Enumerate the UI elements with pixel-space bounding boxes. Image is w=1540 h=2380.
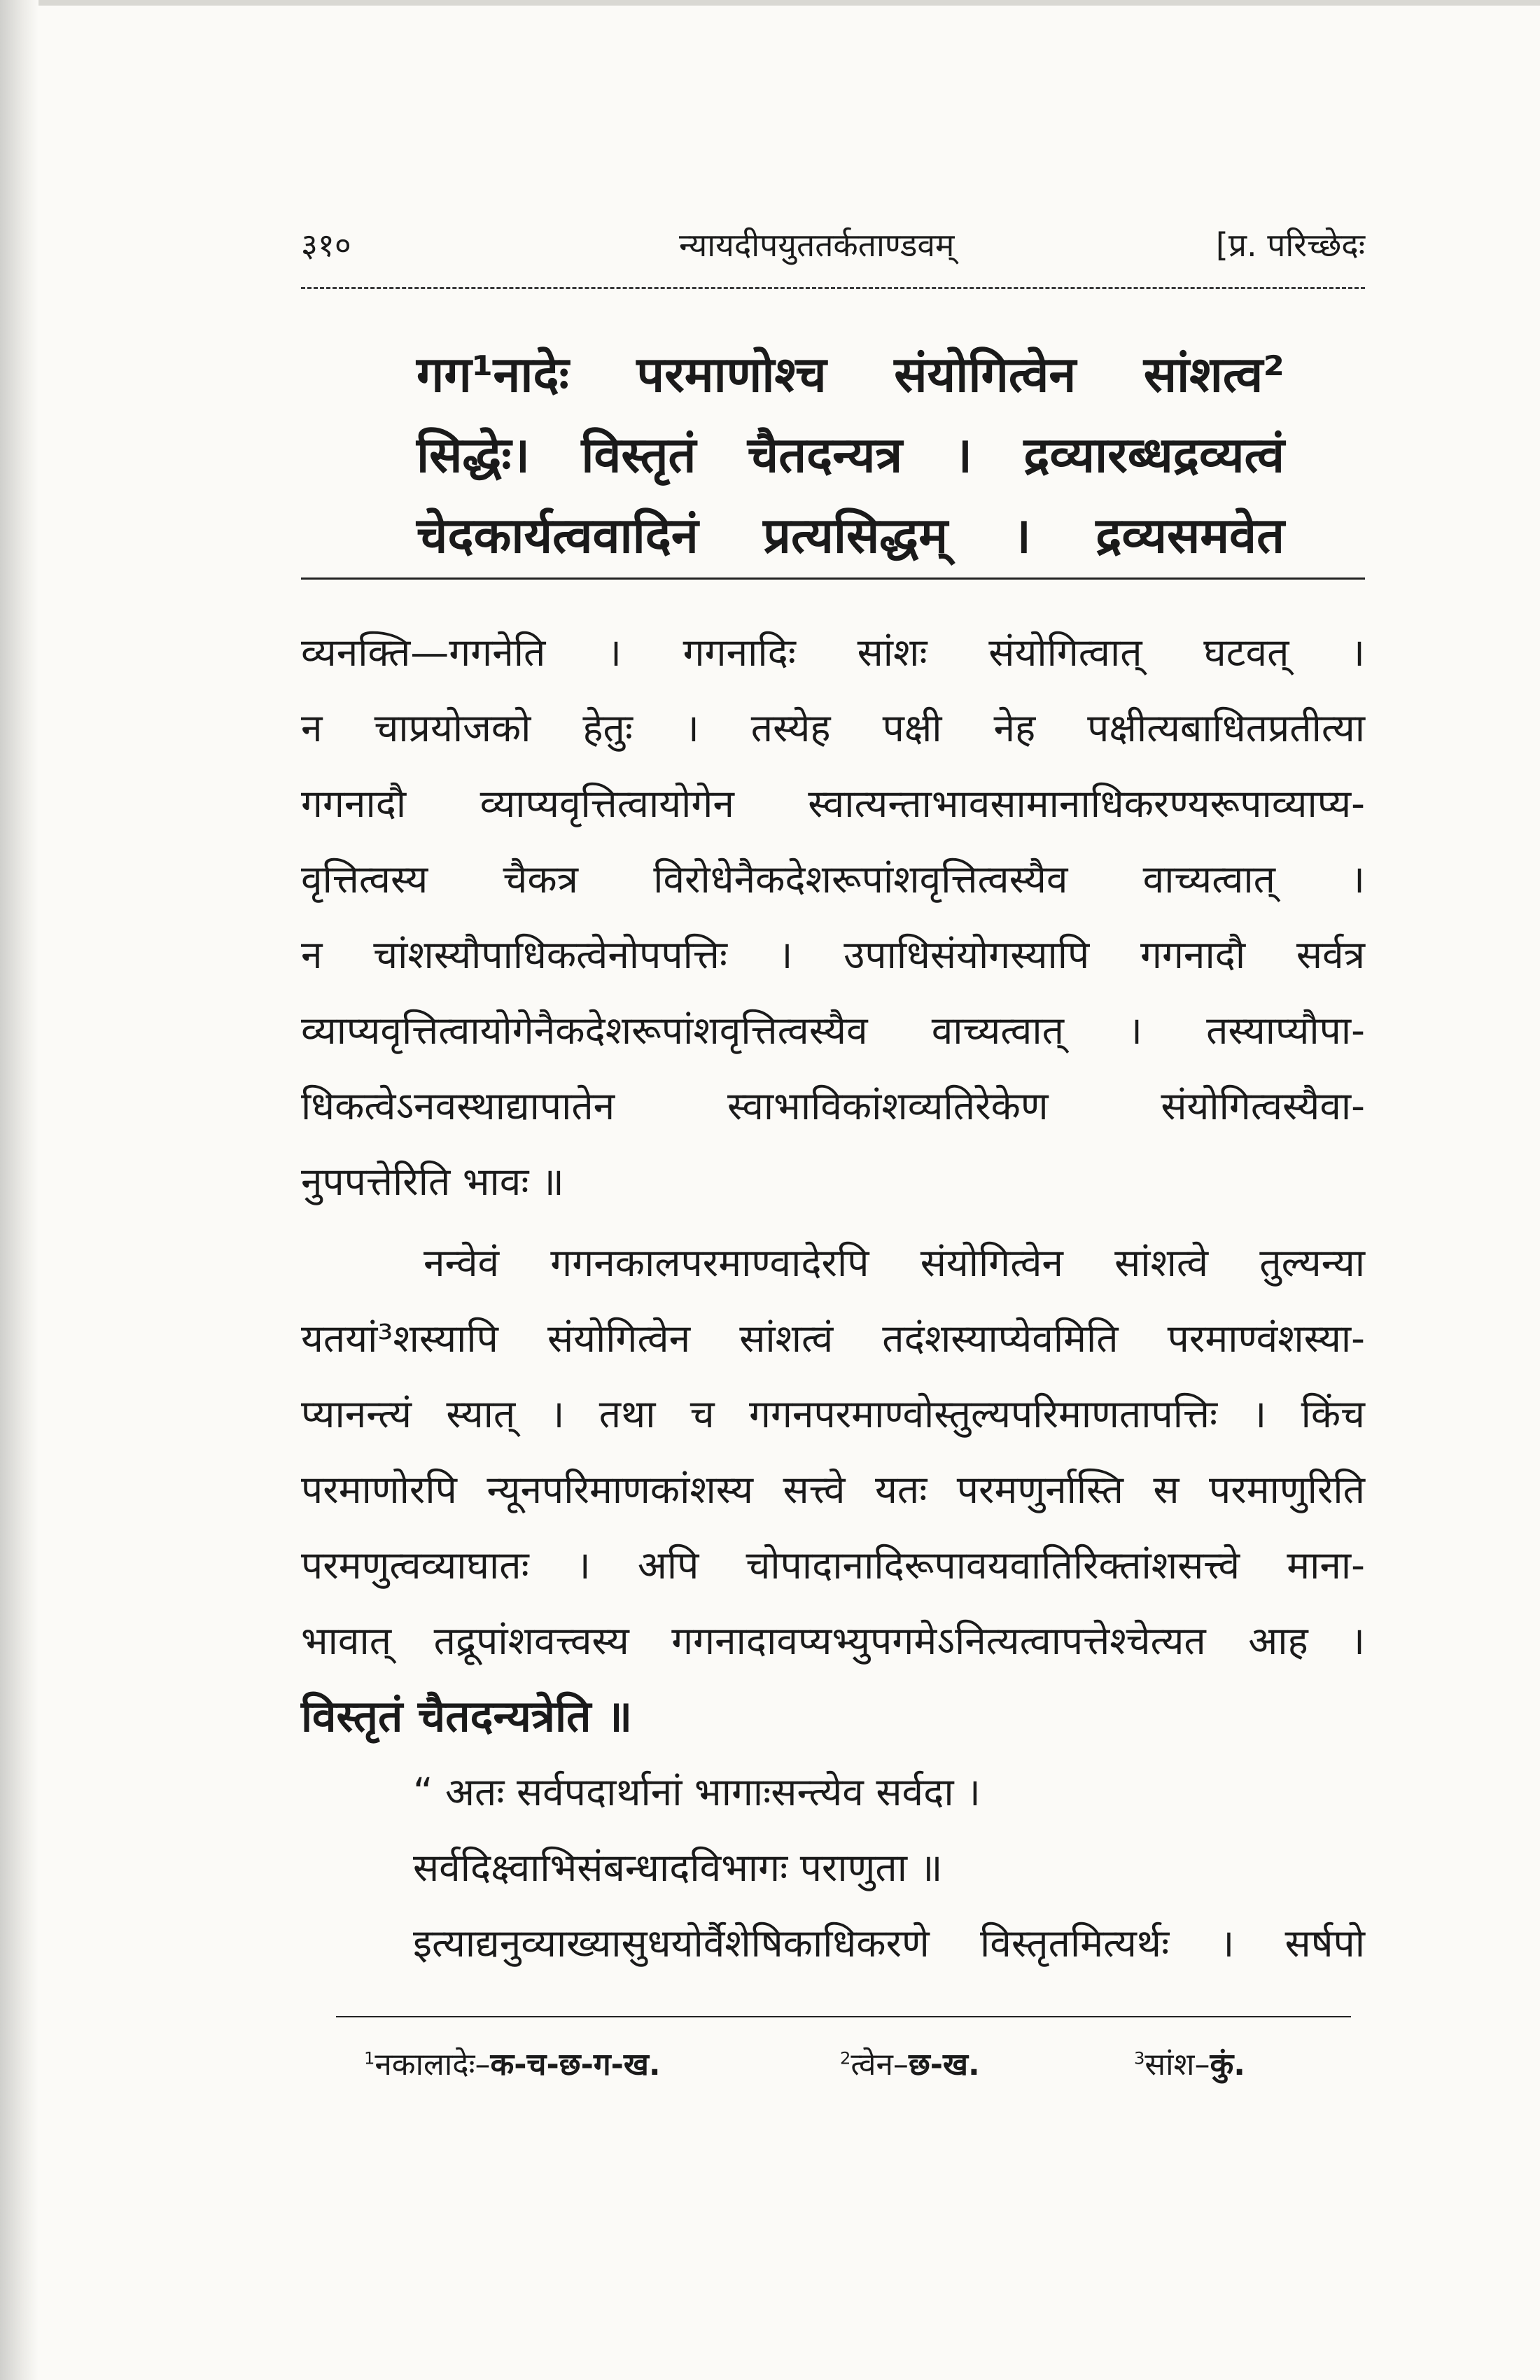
commentary-line: प्यानन्त्यं स्यात् । तथा च गगनपरमाण्वोस्तुल्यपरिमाणतापत्तिः । किंच — [301, 1392, 1365, 1436]
footnote-marker: 2 — [840, 2048, 851, 2068]
footnote-sources: छ-ख. — [908, 2047, 980, 2082]
footnote — [1134, 2037, 1245, 2093]
commentary-line: वृत्तित्वस्य चैकत्र विरोधेनैकदेशरूपांशवृत्तित्वस्यैव वाच्यत्वात् । — [301, 857, 1365, 902]
running-header — [301, 217, 1365, 273]
section-title: [प्र. परिच्छेदः — [1215, 226, 1365, 264]
commentary-text — [301, 615, 1365, 1981]
scan-top-edge — [0, 0, 1540, 6]
footnote-marker: 3 — [1134, 2048, 1145, 2068]
footnote — [840, 2037, 980, 2093]
commentary-line: धिकत्वेऽनवस्थाद्यापातेन स्वाभाविकांशव्यतिरेकेण संयोगित्वस्यैवा- — [301, 1084, 1365, 1128]
book-title: न्यायदीपयुततर्कताण्डवम् — [679, 226, 955, 264]
footnotes — [364, 2037, 1358, 2093]
header-rule — [301, 287, 1365, 289]
footnote — [364, 2037, 661, 2093]
mula-line: गग¹नादेः परमाणोश्च संयोगित्वेन सांशत्व² — [416, 346, 1284, 403]
commentary-line: न चांशस्यौपाधिकत्वेनोपपत्तिः । उपाधिसंयोगस्यापि गगनादौ सर्वत्र — [301, 932, 1365, 977]
mula-line: सिद्धेः। विस्तृतं चैतदन्यत्र । द्रव्यारब्धद्रव्यत्वं — [416, 426, 1284, 484]
commentary-line: गगनादौ व्याप्यवृत्तित्वायोगेन स्वात्यन्ताभावसामानाधिकरण्यरूपाव्याप्य- — [301, 781, 1365, 826]
footnote-rule — [336, 2016, 1351, 2017]
lemma-heading: विस्तृतं चैतदन्यत्रेति ॥ — [301, 1690, 633, 1742]
commentary-line: नन्वेवं गगनकालपरमाण्वादेरपि संयोगित्वेन सांशत्वे तुल्यन्या — [424, 1240, 1365, 1285]
mula-line: चेदकार्यत्ववादिनं प्रत्यसिद्धम् । द्रव्यसमवेत — [416, 507, 1284, 564]
footnote-sources: क-च-छ-ग-ख. — [490, 2047, 661, 2082]
commentary-line: परमणुत्वव्याघातः । अपि चोपादानादिरूपावयवातिरिक्तांशसत्त्वे माना- — [301, 1543, 1365, 1588]
footnote-reading: त्वेन– — [850, 2047, 909, 2082]
commentary-line: भावात् तद्रूपांशवत्त्वस्य गगनादावप्यभ्युपगमेऽनित्यत्वापत्तेश्चेत्यत आह । — [301, 1618, 1365, 1663]
footnote-marker: 1 — [364, 2048, 375, 2068]
text-divider-rule — [301, 578, 1365, 580]
commentary-line: यतयां³शस्यापि संयोगित्वेन सांशत्वं तदंशस्याप्येवमिति परमाण्वंशस्या- — [301, 1316, 1365, 1361]
commentary-line: नुपपत्तेरिति भावः ॥ — [301, 1159, 564, 1204]
mula-text — [416, 335, 1284, 576]
footnote-reading: सांश– — [1144, 2047, 1210, 2082]
quoted-verse-line: “ अतः सर्वपदार्थानां भागाःसन्त्येव सर्वदा । — [413, 1770, 981, 1814]
footnote-sources: कुं. — [1210, 2047, 1245, 2082]
commentary-line: व्यनक्ति—गगनेति । गगनादिः सांशः संयोगित्वात् घटवत् । — [301, 630, 1365, 675]
footnote-reading: नकालादेः– — [374, 2047, 491, 2082]
commentary-line: न चाप्रयोजको हेतुः । तस्येह पक्षी नेह पक्षीत्यबाधितप्रतीत्या — [301, 706, 1365, 750]
commentary-line: परमाणोरपि न्यूनपरिमाणकांशस्य सत्त्वे यतः परमणुर्नास्ति स परमाणुरिति — [301, 1467, 1365, 1512]
quoted-verse-line: सर्वदिक्ष्वाभिसंबन्धादविभागः पराणुता ॥ — [413, 1845, 943, 1890]
commentary-line: इत्याद्यनुव्याख्यासुधयोर्वैशेषिकाधिकरणे विस्तृतमित्यर्थः । सर्षपो — [413, 1921, 1365, 1966]
page-number: ३१० — [301, 226, 351, 264]
binding-gutter — [0, 0, 38, 2380]
commentary-line: व्याप्यवृत्तित्वायोगेनैकदेशरूपांशवृत्तित्वस्यैव वाच्यत्वात् । तस्याप्यौपा- — [301, 1008, 1365, 1053]
